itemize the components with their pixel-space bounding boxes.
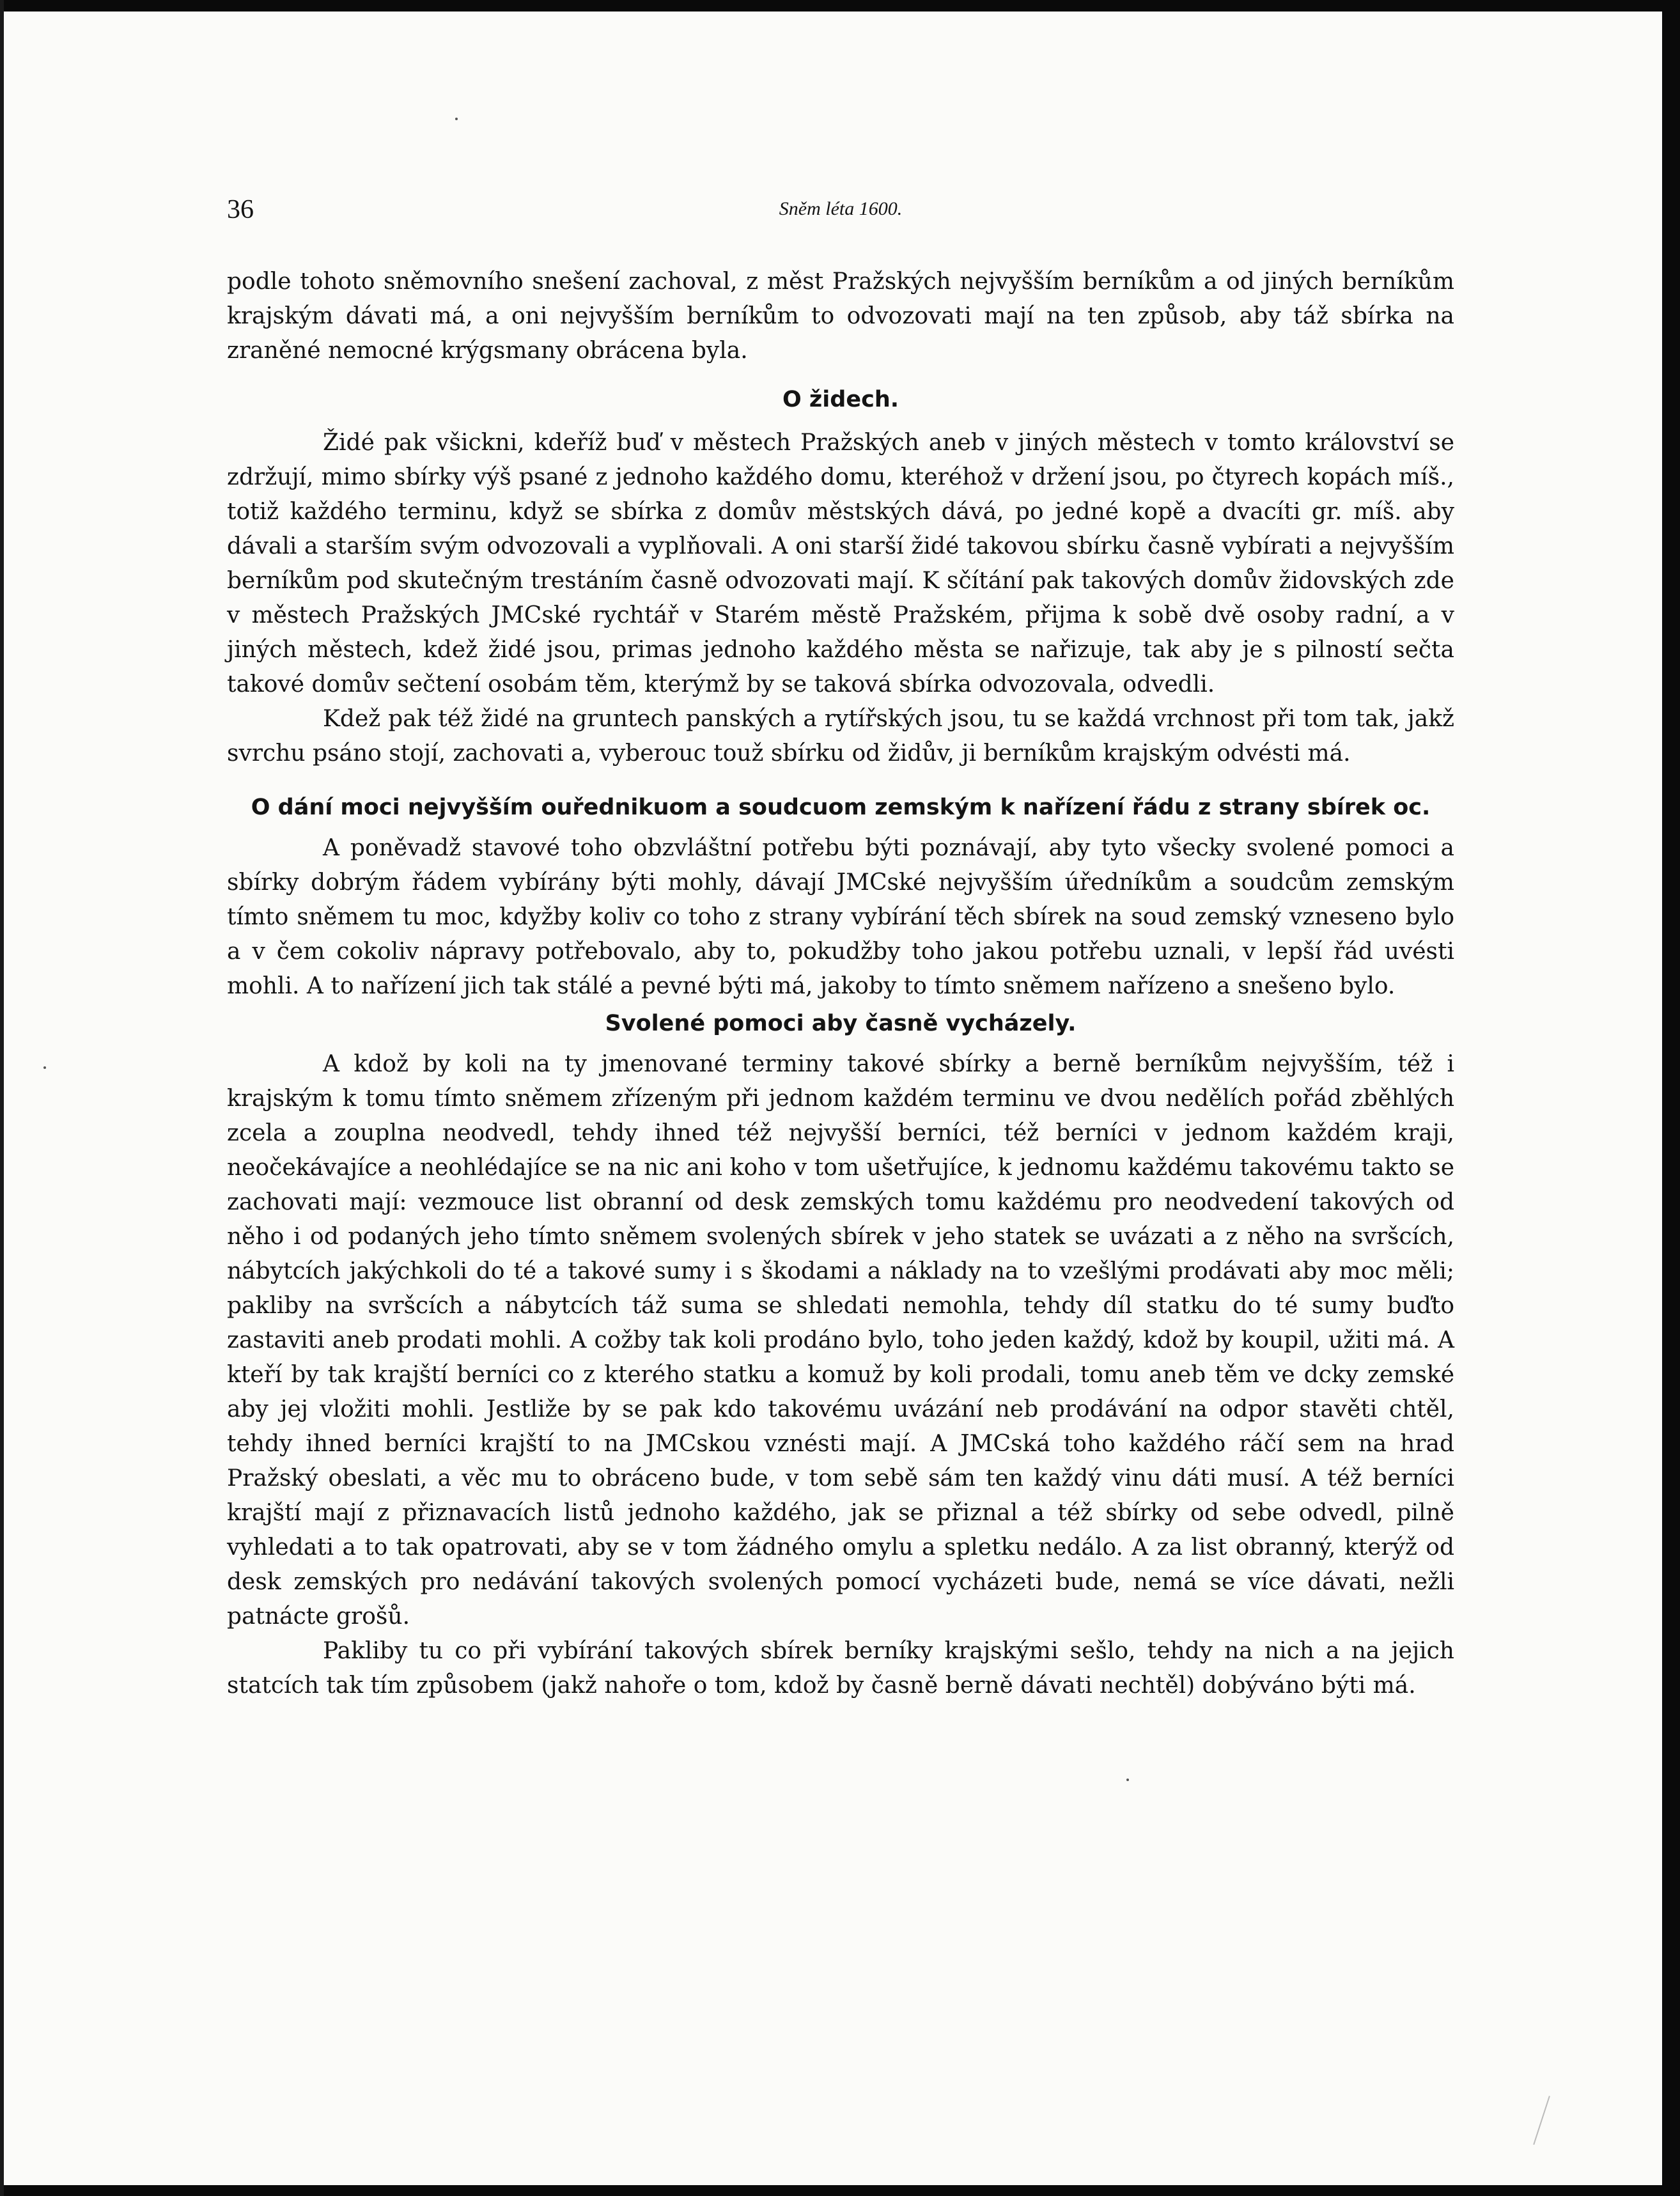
paragraph-timely-payment: A kdož by koli na ty jmenované terminy takové sbírky a berně berníkům nejvyšším, též i krajským k tomu tímto sněmem zřízeným při jednom každém terminu ve dvou nedělích pořád zběhlých zcela a zouplna neodvedl, tehdy ihned též nejvyšší berníci, též berníci v jednom každém kraji, neočekávajíce a neohlédajíce se na nic ani koho v tom ušetřujíce, k jednomu každému takovému takto se zachovati mají: vezmouce list obranní od desk zemských tomu každému pro neodvedení takových od něho i od podaných jeho tímto sněmem svolených sbírek v jeho statek se uvázati a z něho na svršcích, nábytcích jakýchkoli do té a takové sumy i s škodami a náklady na to vzešlými prodávati aby moc měli; pakliby na svršcích a nábytcích táž suma se shledati nemohla, tehdy díl statku do té sumy buďto zastaviti aneb prodati mohli. A cožby tak koli prodáno bylo, toho jeden každý, kdož by koupil, užiti má. A kteří by tak krajští berníci co z kterého statku a komuž by koli prodali, tomu aneb těm ve dcky zemské aby jej vložiti mohli. Jestliže by se pak kdo takovému uvázání neb prodávání na odpor stavěti chtěl, tehdy ihned berníci krajští to na JMCskou vznésti mají. A JMCská toho každého ráčí sem na hrad Pražský obeslati, a věc mu to obráceno bude, v tom sebě sám ten každý vinu dáti musí. A též berníci krajští mají z přiznavacích listů jednoho každého, jak se přiznal a též sbírky od sebe odvedl, pilně vyhledati a to tak opatrovati, aby se v tom žádného omylu a spletku nedálo. A za list obranný, kterýž od desk zemských pro nedávání takových svolených pomocí vycházeti bude, nemá se více dávati, nežli patnácte grošů. [227,1051,1454,1630]
scan-border-top [0,0,1680,12]
page-number: 36 [227,195,254,224]
section-heading-jews: O židech. [782,387,899,412]
running-head [227,192,1454,230]
running-title: Sněm léta 1600. [779,198,903,219]
page-content [227,192,1454,1703]
scan-border-bottom [0,2185,1680,2196]
paragraph-continuation: podle tohoto sněmovního snešení zachoval, z měst Pražských nejvyšším berníkům a od jiných berníkům krajským dávati má, a oni nejvyšším berníkům to odvozovati mají na ten způsob, aby táž sbírka na zraněné nemocné krýgsmany obrácena byla. [227,269,1454,364]
paragraph-shortfall: Pakliby tu co při vybírání takových sbírek berníky krajskými sešlo, tehdy na nich a na jejich statcích tak tím způsobem (jakž nahoře o tom, kdož by časně berně dávati nechtěl) dobýváno býti má. [227,1638,1454,1699]
section-heading-authority: O dání moci nejvyšším ouřednikuom a soudcuom zemským k nařízení řádu z strany sbírek oc. [251,795,1431,820]
paragraph-jews: Židé pak všickni, kdeříž buď v městech Pražských aneb v jiných městech v tomto království se zdržují, mimo sbírky výš psané z jednoho každého domu, kteréhož v držení jsou, po čtyrech kopách míš., totiž každého terminu, když se sbírka z domův městských dává, po jedné kopě a dvacíti gr. míš. aby dávali a starším svým odvozovali a vyplňovali. A oni starší židé takovou sbírku časně vybírati a nejvyšším berníkům pod skutečným trestáním časně odvozovati mají. K sčítání pak takových domův židovských zde v městech Pražských JMCské rychtář v Starém městě Pražském, přijma k sobě dvě osoby radní, a v jiných městech, kdež židé jsou, primas jednoho každého města se nařizuje, tak aby je s pilností sečta takové domův sečtení osobám těm, kterýmž by se taková sbírka odvozovala, odvedli. [227,430,1454,697]
scan-speck [43,1066,46,1069]
scan-speck [1126,1779,1129,1781]
scan-border-right [1662,0,1680,2196]
scan-border-left [0,0,4,2196]
section-heading-timely-payment: Svolené pomoci aby časně vycházely. [605,1011,1077,1036]
scan-speck [455,118,458,120]
paragraph-authority: A poněvadž stavové toho obzvláštní potřebu býti poznávají, aby tyto všecky svolené pomoci a sbírky dobrým řádem vybírány býti mohly, dávají JMCské nejvyšším úředníkům a soudcům zemským tímto sněmem tu moc, kdyžby koliv co toho z strany vybírání těch sbírek na soud zemský vzneseno bylo a v čem cokoliv nápravy potřebovalo, aby to, pokudžby toho jakou potřebu uznali, v lepší řád uvésti mohli. A to nařízení jich tak stálé a pevné býti má, jakoby to tímto sněmem nařízeno a snešeno bylo. [227,835,1454,999]
paragraph-jews-estates: Kdež pak též židé na gruntech panských a rytířských jsou, tu se každá vrchnost při tom tak, jakž svrchu psáno stojí, zachovati a, vyberouc touž sbírku od židův, ji berníkům krajským odvésti má. [227,706,1454,767]
